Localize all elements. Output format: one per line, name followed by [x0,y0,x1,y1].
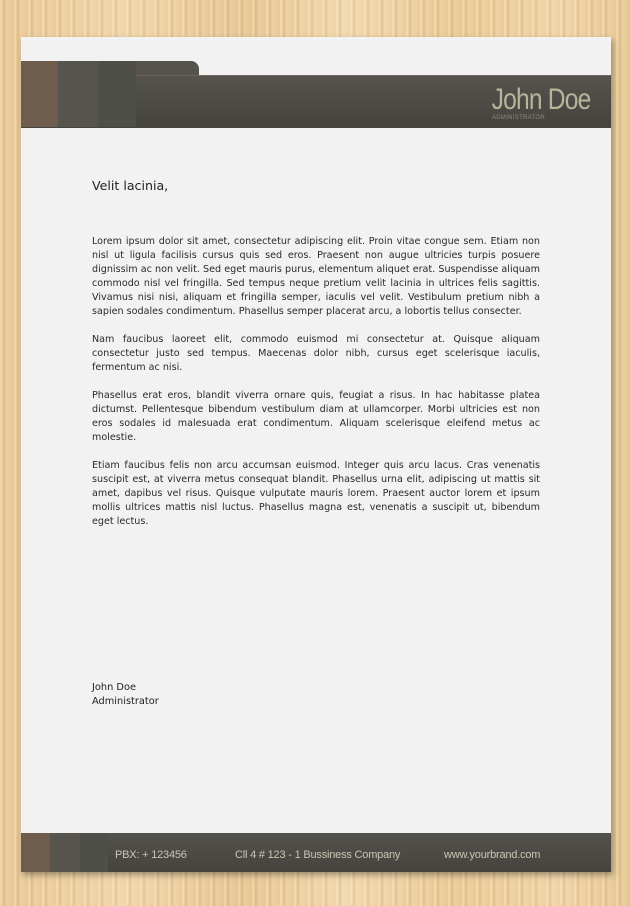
signature-name: John Doe [92,682,136,693]
footer-website: www.yourbrand.com [444,849,541,861]
header-swatch-olive [58,61,98,127]
paragraph: Phasellus erat eros, blandit viverra ornare quis, feugiat a risus. In hac habitasse platea dictumst. Pellentesque bibendum vestibulum diam at ullamcorper. Morbi ultricies est non eros sodales id malesuada erat condimentum. Aliquam scelerisque eleifend metus ac molestie. [92,390,540,443]
header-swatch-brown [21,61,58,127]
letter-body [92,235,540,543]
paragraph: Etiam faucibus felis non arcu accumsan euismod. Integer quis arcu lacus. Cras venenatis suscipit est, at viverra metus consequat blandit. Phasellus urna elit, adipiscing ut mattis sit amet, dapibus vel risus. Quisque vulputate mauris lorem. Praesent auctor lorem et ipsum mollis ultrices mattis nisl luctus. Phasellus magna est, venenatis a suscipit ut, bibendum eget lectus. [92,460,540,527]
brand-role: ADMINISTRATOR [491,115,545,121]
footer-swatch-brown [21,833,50,872]
letterhead-page [21,37,611,872]
brand-name: John Doe [491,83,590,116]
signature-title: Administrator [92,696,159,707]
footer-phone: PBX: + 123456 [115,849,187,861]
footer-address: Cll 4 # 123 - 1 Bussiness Company [235,849,401,861]
paragraph: Nam faucibus laoreet elit, commodo euismod mi consectetur at. Quisque aliquam consectetur justo sed tempus. Maecenas dolor nibh, cursus eget scelerisque iaculis, fermentum ac nisi. [92,334,540,373]
footer-swatch-gray [80,833,108,872]
letter-greeting: Velit lacinia, [92,178,169,193]
paragraph: Lorem ipsum dolor sit amet, consectetur adipiscing elit. Proin vitae congue sem. Etiam non nisl ut ligula facilisis cursus quis sed eros. Praesent non augue ultricies turpis posuere dignissim ac non velit. Sed eget mauris purus, elementum aliquet erat. Suspendisse aliquam commodo nisl vel fringilla. Sed tempus neque pretium velit lacinia in ultrices felis sagittis. Vivamus nisi nisi, aliquam et fringilla semper, iaculis vel velit. Vestibulum pretium nibh a sapien sodales condimentum. Phasellus semper placerat arcu, a lobortis tellus consecter. [92,236,540,317]
footer-swatch-olive [50,833,80,872]
signature-block [92,681,159,709]
header-swatch-gray [98,61,136,127]
